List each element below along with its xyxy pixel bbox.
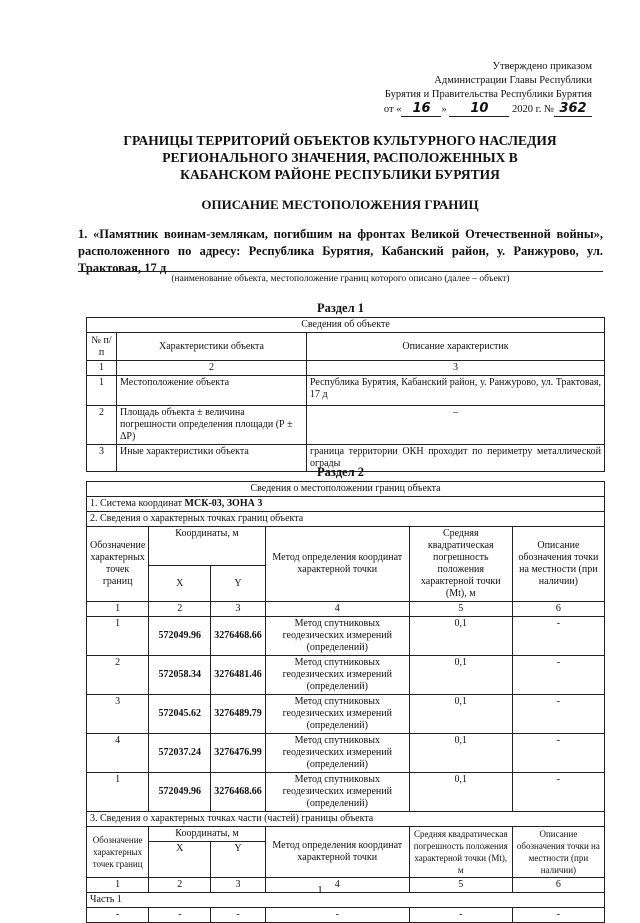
- table-row: 2 572058.34 3276481.46 Метод спутниковых геодезических измерений (определений) 0,1 -: [87, 656, 605, 695]
- section2-caption: Сведения о местоположении границ объекта: [87, 482, 605, 497]
- col-error: Средняя квадратическая погрешность положения характерной точки (Mt), м: [409, 527, 512, 602]
- col-y: Y: [211, 566, 266, 602]
- approval-line-2: Администрации Главы Республики: [434, 75, 592, 86]
- part-label: Часть 1: [87, 893, 605, 908]
- points-caption: 2. Сведения о характерных точках границ объекта: [87, 512, 605, 527]
- table-row: 1 572049.96 3276468.66 Метод спутниковых геодезических измерений (определений) 0,1 -: [87, 773, 605, 812]
- approval-month: 10: [449, 102, 509, 117]
- document-title: ГРАНИЦЫ ТЕРРИТОРИЙ ОБЪЕКТОВ КУЛЬТУРНОГО НАСЛЕДИЯ РЕГИОНАЛЬНОГО ЗНАЧЕНИЯ, РАСПОЛОЖЕННЫХ В КАБАНСКОМ РАЙОНЕ РЕСПУБЛИКИ БУРЯТИЯ: [123, 133, 557, 182]
- col-point-desc: Описание обозначения точки на местности (при наличии): [512, 527, 604, 602]
- section2-heading: Раздел 2: [317, 465, 364, 479]
- table-row: - - - - - -: [87, 908, 605, 923]
- approval-line-1: Утверждено приказом: [492, 61, 592, 72]
- page-number: 1: [317, 884, 323, 896]
- table-row: 2 Площадь объекта ± величина погрешности определения площади (Р ± ΔР) –: [87, 406, 605, 445]
- coordinate-system: 1. Система координат МСК-03, ЗОНА 3: [87, 497, 605, 512]
- col-coords: Координаты, м: [149, 527, 266, 566]
- col-point: Обозначение характерных точек границ: [87, 527, 149, 602]
- approval-line-3: Бурятия и Правительства Республики Бурятия: [384, 89, 592, 100]
- col-method: Метод определения координат характерной точки: [265, 527, 409, 602]
- table-row: 1 572049.96 3276468.66 Метод спутниковых геодезических измерений (определений) 0,1 -: [87, 617, 605, 656]
- approval-date: от « 16 » 10 2020 г. № 362: [332, 102, 592, 117]
- approval-day: 16: [401, 102, 441, 117]
- section2-table: Сведения о местоположении границ объекта 1. Система координат МСК-03, ЗОНА 3 2. Сведения о характерных точках границ объекта Обозначение характерных точек границ Координаты, м Метод определения координат характерной точки Средняя квадратическая погрешность положения характерной точки (Mt), м Описание обозначения точки на местности (при наличии) X Y 1 2 3 4 5 6 1 572049.96 3276468.66 Метод спутниковых геодезических измерений (определений) 0,1 - 2 572058.34 3276481.46 Метод спутниковых геодезических измерений (определений) 0,1 - 3 572045.62 3276489.79 Метод спутниковых геодезических измерений (определений) 0,1 - 4 572037.24 3276476.99 Метод спутниковых геодезических измерений (определений) 0,1 - 1 572049.96 3276468.66 Метод спутниковых геодезических измерений (определений) 0,1 - 3. Сведения о характерных точках части (частей) границы объекта Обозначение характерных точек границ Координаты, м Метод определения координат характерной точки Средняя квадратическая погрешность положения характерной точки (Mt), м Описание обозначения точки на местности (при наличии) X Y 1 2 3 4 5 6 Часть 1 - - - - - -: [86, 481, 605, 923]
- object-underline: [78, 271, 603, 272]
- col-num: № п/п: [87, 333, 117, 361]
- object-name: 1. «Памятник воинам-землякам, погибшим на фронтах Великой Отечественной войны», расположенного по адресу: Республика Бурятия, Кабанский район, у. Ранжурово, ул. Трактовая, 17 д: [78, 227, 603, 275]
- table-row: 3 Иные характеристики объекта граница территории ОКН проходит по периметру металлической ограды: [87, 445, 605, 472]
- parts-caption: 3. Сведения о характерных точках части (частей) границы объекта: [87, 812, 605, 827]
- section1-caption: Сведения об объекте: [87, 318, 605, 333]
- table-row: 1 Местоположение объекта Республика Бурятия, Кабанский район, у. Ранжурово, ул. Трактовая, 17 д: [87, 376, 605, 406]
- approval-stamp: [332, 60, 592, 117]
- col-x: X: [149, 566, 211, 602]
- table-row: 4 572037.24 3276476.99 Метод спутниковых геодезических измерений (определений) 0,1 -: [87, 734, 605, 773]
- document-subtitle: ОПИСАНИЕ МЕСТОПОЛОЖЕНИЯ ГРАНИЦ: [201, 197, 479, 212]
- approval-number: 362: [554, 102, 592, 117]
- section1-table: Сведения об объекте № п/п Характеристики объекта Описание характеристик 1 2 3 1 Местоположение объекта Республика Бурятия, Кабанский район, у. Ранжурово, ул. Трактовая, 17 д 2 Площадь объекта ± величина погрешности определения площади (Р ± ΔР) – 3 Иные характеристики объекта граница территории ОКН проходит по периметру металлической ограды: [86, 317, 605, 472]
- col-char: Характеристики объекта: [117, 333, 307, 361]
- section1-heading: Раздел 1: [317, 301, 364, 315]
- table-row: 3 572045.62 3276489.79 Метод спутниковых геодезических измерений (определений) 0,1 -: [87, 695, 605, 734]
- col-desc: Описание характеристик: [307, 333, 605, 361]
- object-note: (наименование объекта, местоположение границ которого описано (далее – объект): [171, 274, 510, 284]
